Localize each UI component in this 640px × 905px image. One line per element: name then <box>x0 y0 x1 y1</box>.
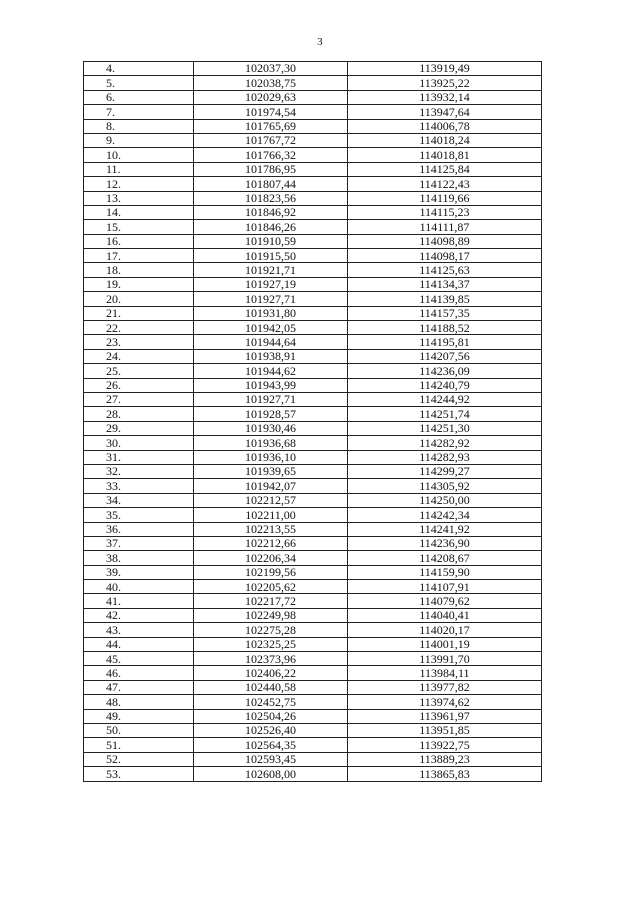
x-coordinate-cell: 101944,62 <box>194 364 348 378</box>
point-number-cell: 53. <box>84 767 194 781</box>
point-number-cell: 13. <box>84 191 194 205</box>
table-row <box>84 148 542 162</box>
x-coordinate-cell: 101931,80 <box>194 306 348 320</box>
table-row <box>84 450 542 464</box>
y-coordinate-cell: 114079,62 <box>348 594 542 608</box>
page-number: 3 <box>317 36 323 48</box>
y-coordinate-cell: 113951,85 <box>348 723 542 737</box>
x-coordinate-cell: 102249,98 <box>194 608 348 622</box>
x-coordinate-cell: 101846,26 <box>194 220 348 234</box>
point-number-cell: 42. <box>84 608 194 622</box>
point-number-cell: 41. <box>84 594 194 608</box>
point-number-cell: 32. <box>84 464 194 478</box>
x-coordinate-cell: 101928,57 <box>194 407 348 421</box>
point-number-cell: 49. <box>84 709 194 723</box>
point-number-cell: 44. <box>84 637 194 651</box>
x-coordinate-cell: 101765,69 <box>194 119 348 133</box>
table-row <box>84 335 542 349</box>
y-coordinate-cell: 113922,75 <box>348 738 542 752</box>
point-number-cell: 15. <box>84 220 194 234</box>
point-number-cell: 47. <box>84 680 194 694</box>
point-number-cell: 23. <box>84 335 194 349</box>
y-coordinate-cell: 114251,30 <box>348 421 542 435</box>
point-number-cell: 35. <box>84 508 194 522</box>
x-coordinate-cell: 101943,99 <box>194 378 348 392</box>
y-coordinate-cell: 114240,79 <box>348 378 542 392</box>
y-coordinate-cell: 114282,93 <box>348 450 542 464</box>
table-row <box>84 119 542 133</box>
table-row <box>84 551 542 565</box>
x-coordinate-cell: 102037,30 <box>194 62 348 76</box>
x-coordinate-cell: 102325,25 <box>194 637 348 651</box>
y-coordinate-cell: 114098,17 <box>348 249 542 263</box>
table-row <box>84 752 542 766</box>
table-row <box>84 392 542 406</box>
point-number-cell: 36. <box>84 522 194 536</box>
x-coordinate-cell: 102038,75 <box>194 76 348 90</box>
table-row <box>84 623 542 637</box>
y-coordinate-cell: 114111,87 <box>348 220 542 234</box>
table-row <box>84 191 542 205</box>
table-row <box>84 536 542 550</box>
x-coordinate-cell: 101767,72 <box>194 133 348 147</box>
point-number-cell: 11. <box>84 162 194 176</box>
point-number-cell: 52. <box>84 752 194 766</box>
y-coordinate-cell: 114157,35 <box>348 306 542 320</box>
table-row <box>84 421 542 435</box>
table-row <box>84 709 542 723</box>
x-coordinate-cell: 102608,00 <box>194 767 348 781</box>
table-row <box>84 637 542 651</box>
table-row <box>84 723 542 737</box>
table-row <box>84 464 542 478</box>
point-number-cell: 10. <box>84 148 194 162</box>
x-coordinate-cell: 101927,19 <box>194 277 348 291</box>
y-coordinate-cell: 114305,92 <box>348 479 542 493</box>
x-coordinate-cell: 102212,66 <box>194 536 348 550</box>
y-coordinate-cell: 113984,11 <box>348 666 542 680</box>
y-coordinate-cell: 114195,81 <box>348 335 542 349</box>
x-coordinate-cell: 102211,00 <box>194 508 348 522</box>
coordinates-table <box>83 61 542 782</box>
x-coordinate-cell: 101974,54 <box>194 105 348 119</box>
x-coordinate-cell: 101936,68 <box>194 436 348 450</box>
y-coordinate-cell: 114125,84 <box>348 162 542 176</box>
x-coordinate-cell: 102452,75 <box>194 695 348 709</box>
x-coordinate-cell: 101823,56 <box>194 191 348 205</box>
point-number-cell: 43. <box>84 623 194 637</box>
table-row <box>84 565 542 579</box>
point-number-cell: 27. <box>84 392 194 406</box>
y-coordinate-cell: 113961,97 <box>348 709 542 723</box>
table-row <box>84 277 542 291</box>
point-number-cell: 14. <box>84 205 194 219</box>
x-coordinate-cell: 101807,44 <box>194 177 348 191</box>
table-row <box>84 162 542 176</box>
y-coordinate-cell: 113947,64 <box>348 105 542 119</box>
y-coordinate-cell: 114020,17 <box>348 623 542 637</box>
y-coordinate-cell: 114040,41 <box>348 608 542 622</box>
table-row <box>84 177 542 191</box>
y-coordinate-cell: 114018,81 <box>348 148 542 162</box>
y-coordinate-cell: 114299,27 <box>348 464 542 478</box>
table-row <box>84 263 542 277</box>
table-row <box>84 594 542 608</box>
y-coordinate-cell: 114188,52 <box>348 321 542 335</box>
y-coordinate-cell: 113865,83 <box>348 767 542 781</box>
y-coordinate-cell: 113974,62 <box>348 695 542 709</box>
point-number-cell: 9. <box>84 133 194 147</box>
y-coordinate-cell: 114242,34 <box>348 508 542 522</box>
point-number-cell: 17. <box>84 249 194 263</box>
table-row <box>84 479 542 493</box>
x-coordinate-cell: 102373,96 <box>194 652 348 666</box>
x-coordinate-cell: 102564,35 <box>194 738 348 752</box>
point-number-cell: 46. <box>84 666 194 680</box>
point-number-cell: 38. <box>84 551 194 565</box>
point-number-cell: 22. <box>84 321 194 335</box>
x-coordinate-cell: 101936,10 <box>194 450 348 464</box>
x-coordinate-cell: 102205,62 <box>194 580 348 594</box>
table-row <box>84 666 542 680</box>
y-coordinate-cell: 114125,63 <box>348 263 542 277</box>
point-number-cell: 40. <box>84 580 194 594</box>
table-row <box>84 76 542 90</box>
x-coordinate-cell: 101938,91 <box>194 349 348 363</box>
y-coordinate-cell: 114122,43 <box>348 177 542 191</box>
y-coordinate-cell: 114134,37 <box>348 277 542 291</box>
y-coordinate-cell: 114241,92 <box>348 522 542 536</box>
x-coordinate-cell: 102213,55 <box>194 522 348 536</box>
y-coordinate-cell: 114250,00 <box>348 493 542 507</box>
y-coordinate-cell: 114139,85 <box>348 292 542 306</box>
point-number-cell: 39. <box>84 565 194 579</box>
x-coordinate-cell: 102440,58 <box>194 680 348 694</box>
table-row <box>84 321 542 335</box>
y-coordinate-cell: 114159,90 <box>348 565 542 579</box>
x-coordinate-cell: 101921,71 <box>194 263 348 277</box>
point-number-cell: 6. <box>84 90 194 104</box>
x-coordinate-cell: 102275,28 <box>194 623 348 637</box>
point-number-cell: 34. <box>84 493 194 507</box>
y-coordinate-cell: 114119,66 <box>348 191 542 205</box>
x-coordinate-cell: 101942,05 <box>194 321 348 335</box>
table-row <box>84 493 542 507</box>
table-row <box>84 580 542 594</box>
y-coordinate-cell: 113977,82 <box>348 680 542 694</box>
y-coordinate-cell: 114251,74 <box>348 407 542 421</box>
x-coordinate-cell: 102504,26 <box>194 709 348 723</box>
y-coordinate-cell: 114098,89 <box>348 234 542 248</box>
x-coordinate-cell: 101846,92 <box>194 205 348 219</box>
x-coordinate-cell: 102206,34 <box>194 551 348 565</box>
table-row <box>84 680 542 694</box>
y-coordinate-cell: 114107,91 <box>348 580 542 594</box>
point-number-cell: 19. <box>84 277 194 291</box>
x-coordinate-cell: 102526,40 <box>194 723 348 737</box>
y-coordinate-cell: 114282,92 <box>348 436 542 450</box>
y-coordinate-cell: 113889,23 <box>348 752 542 766</box>
point-number-cell: 45. <box>84 652 194 666</box>
point-number-cell: 8. <box>84 119 194 133</box>
point-number-cell: 30. <box>84 436 194 450</box>
point-number-cell: 33. <box>84 479 194 493</box>
x-coordinate-cell: 101927,71 <box>194 392 348 406</box>
y-coordinate-cell: 114236,09 <box>348 364 542 378</box>
table-row <box>84 133 542 147</box>
x-coordinate-cell: 101927,71 <box>194 292 348 306</box>
y-coordinate-cell: 114207,56 <box>348 349 542 363</box>
table-row <box>84 378 542 392</box>
x-coordinate-cell: 102406,22 <box>194 666 348 680</box>
point-number-cell: 24. <box>84 349 194 363</box>
x-coordinate-cell: 101915,50 <box>194 249 348 263</box>
x-coordinate-cell: 101786,95 <box>194 162 348 176</box>
table-row <box>84 306 542 320</box>
point-number-cell: 16. <box>84 234 194 248</box>
point-number-cell: 48. <box>84 695 194 709</box>
point-number-cell: 51. <box>84 738 194 752</box>
table-row <box>84 652 542 666</box>
y-coordinate-cell: 113925,22 <box>348 76 542 90</box>
y-coordinate-cell: 114018,24 <box>348 133 542 147</box>
point-number-cell: 31. <box>84 450 194 464</box>
table-row <box>84 608 542 622</box>
y-coordinate-cell: 113932,14 <box>348 90 542 104</box>
point-number-cell: 4. <box>84 62 194 76</box>
x-coordinate-cell: 102199,56 <box>194 565 348 579</box>
y-coordinate-cell: 114236,90 <box>348 536 542 550</box>
point-number-cell: 50. <box>84 723 194 737</box>
y-coordinate-cell: 113919,49 <box>348 62 542 76</box>
table-row <box>84 738 542 752</box>
point-number-cell: 7. <box>84 105 194 119</box>
table-row <box>84 249 542 263</box>
y-coordinate-cell: 114244,92 <box>348 392 542 406</box>
point-number-cell: 37. <box>84 536 194 550</box>
table-row <box>84 292 542 306</box>
x-coordinate-cell: 101942,07 <box>194 479 348 493</box>
y-coordinate-cell: 114115,23 <box>348 205 542 219</box>
y-coordinate-cell: 114001,19 <box>348 637 542 651</box>
table-row <box>84 767 542 781</box>
y-coordinate-cell: 114208,67 <box>348 551 542 565</box>
table-row <box>84 62 542 76</box>
x-coordinate-cell: 101910,59 <box>194 234 348 248</box>
point-number-cell: 5. <box>84 76 194 90</box>
table-row <box>84 695 542 709</box>
point-number-cell: 20. <box>84 292 194 306</box>
x-coordinate-cell: 101939,65 <box>194 464 348 478</box>
table-row <box>84 205 542 219</box>
point-number-cell: 21. <box>84 306 194 320</box>
table-row <box>84 234 542 248</box>
x-coordinate-cell: 101766,32 <box>194 148 348 162</box>
point-number-cell: 29. <box>84 421 194 435</box>
table-row <box>84 220 542 234</box>
table-row <box>84 508 542 522</box>
point-number-cell: 28. <box>84 407 194 421</box>
x-coordinate-cell: 102217,72 <box>194 594 348 608</box>
y-coordinate-cell: 113991,70 <box>348 652 542 666</box>
table-row <box>84 522 542 536</box>
x-coordinate-cell: 102212,57 <box>194 493 348 507</box>
x-coordinate-cell: 101944,64 <box>194 335 348 349</box>
coordinates-table-body <box>84 62 542 782</box>
x-coordinate-cell: 102593,45 <box>194 752 348 766</box>
table-row <box>84 407 542 421</box>
table-row <box>84 436 542 450</box>
y-coordinate-cell: 114006,78 <box>348 119 542 133</box>
table-row <box>84 105 542 119</box>
table-row <box>84 349 542 363</box>
point-number-cell: 25. <box>84 364 194 378</box>
x-coordinate-cell: 101930,46 <box>194 421 348 435</box>
table-row <box>84 90 542 104</box>
point-number-cell: 12. <box>84 177 194 191</box>
table-row <box>84 364 542 378</box>
point-number-cell: 26. <box>84 378 194 392</box>
point-number-cell: 18. <box>84 263 194 277</box>
x-coordinate-cell: 102029,63 <box>194 90 348 104</box>
